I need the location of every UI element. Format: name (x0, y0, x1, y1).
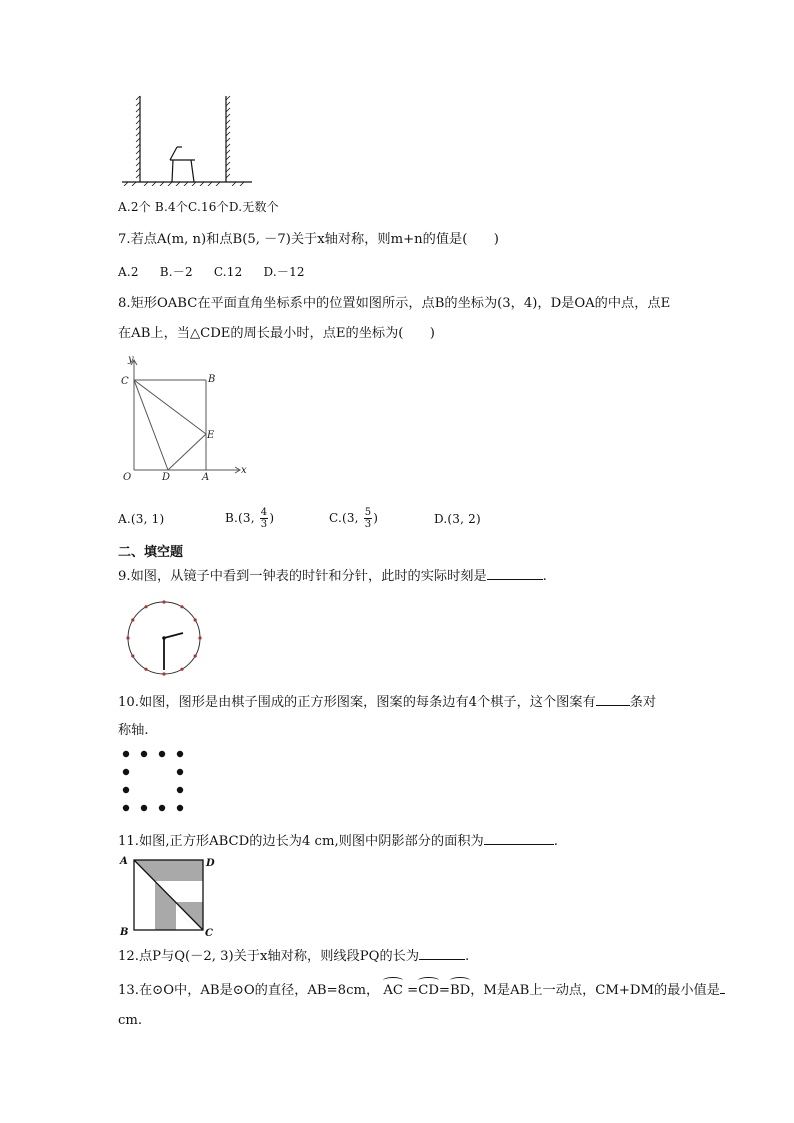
q13-arc-cd: CD (418, 983, 439, 998)
q10-answer-blank[interactable] (596, 693, 630, 706)
q13-stem-line2: cm. (118, 1013, 143, 1028)
q8-label-b: B (208, 374, 216, 385)
q11-label-c: C (205, 928, 213, 939)
q9-hour-hand (164, 633, 183, 638)
q8-label-c: C (121, 376, 129, 387)
q8-label-e: E (207, 430, 215, 441)
q7-stem: 7.若点A(m, n)和点B(5, －7)关于x轴对称，则m+n的值是( ) (118, 232, 499, 247)
q13-answer-blank[interactable] (720, 981, 725, 994)
q8-option-a: A.(3, 1) (118, 512, 165, 526)
q8-label-x: x (241, 465, 247, 476)
q8-label-o: O (123, 472, 132, 483)
q6-options: A.2个 B.4个C.16个D.无数个 (118, 200, 279, 214)
q13-arc-bd: BD (449, 983, 471, 998)
q7-option-a: A.2 (118, 265, 139, 279)
q12-stem: 12.点P与Q(－2, 3)关于x轴对称，则线段PQ的长为 . (118, 949, 470, 964)
q11-answer-blank[interactable] (484, 832, 554, 845)
q7-option-c: C.12 (213, 265, 243, 279)
q11-label-b: B (120, 927, 129, 938)
q11-label-d: D (206, 858, 215, 869)
q8-label-d: D (162, 472, 171, 483)
q7-options (118, 263, 305, 281)
q10-stem-line1: 10.如图，图形是由棋子围成的正方形图案，图案的每条边有4个棋子，这个图案有 条对 (118, 695, 657, 710)
q13-stem-line1: 13.在⊙O中，AB是⊙O的直径，AB=8cm， AC =CD=BD，M是AB上一动点，CM+DM的最小值是 (118, 981, 725, 1000)
q8-label-y: y (128, 354, 134, 365)
q9-clock-figure (123, 598, 205, 678)
q7-option-d: D.－12 (263, 265, 305, 279)
q6-figure (120, 94, 255, 186)
q8-coordinate-figure (116, 352, 251, 484)
q13-arc-ac: AC (383, 983, 403, 998)
q11-stem: 11.如图,正方形ABCD的边长为4 cm,则图中阴影部分的面积为 . (118, 834, 558, 849)
q9-answer-blank[interactable] (487, 567, 543, 580)
q8-option-c: C.(3, $\frac{5}{3}$ ) (329, 507, 379, 530)
q8-option-d: D.(3, 2) (434, 512, 481, 526)
q8-stem-line1: 8.矩形OABC在平面直角坐标系中的位置如图所示，点B的坐标为(3，4)，D是OA的中点，点E (118, 296, 671, 311)
q10-chess-pattern (118, 748, 190, 814)
q8-stem-line2: 在AB上，当△CDE的周长最小时，点E的坐标为( ) (118, 326, 435, 341)
q9-stem: 9.如图，从镜子中看到一钟表的时针和分针，此时的实际时刻是 . (118, 569, 547, 584)
q8-label-a: A (202, 472, 210, 483)
q11-label-a: A (120, 856, 128, 867)
section-title: 二、填空题 (118, 545, 184, 560)
q11-square-figure (117, 853, 217, 939)
q10-stem-line2: 称轴. (118, 723, 149, 738)
q7-option-b: B.－2 (159, 265, 193, 279)
q8-option-b: B.(3, $\frac{4}{3}$ ) (225, 507, 275, 530)
q12-answer-blank[interactable] (419, 947, 465, 960)
